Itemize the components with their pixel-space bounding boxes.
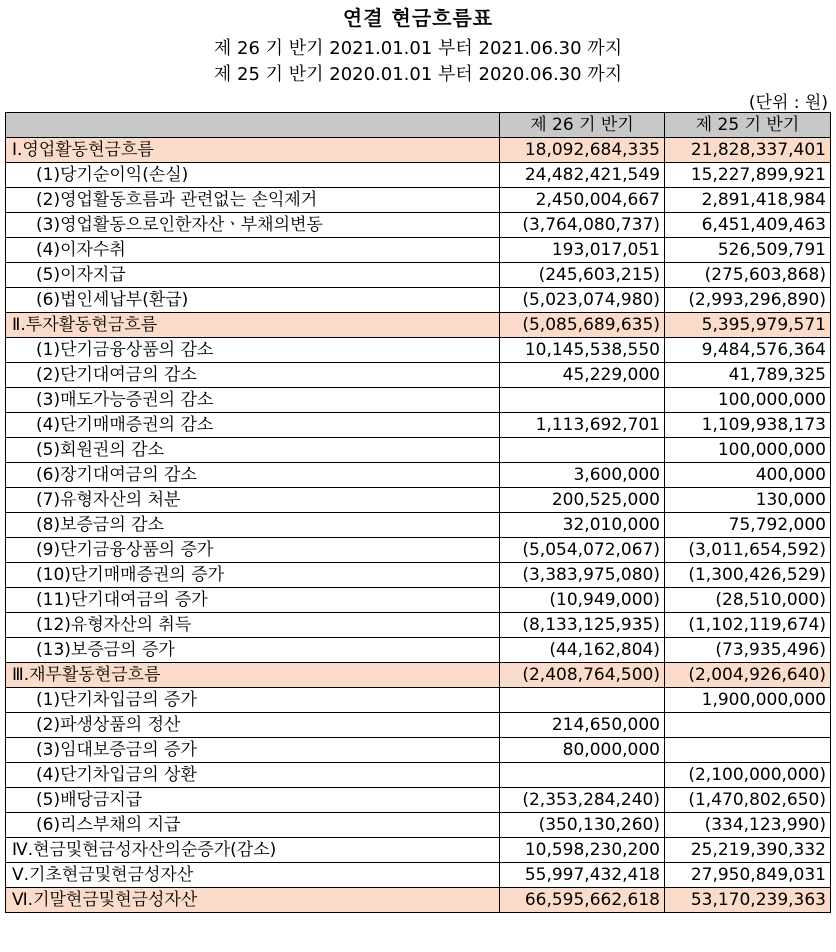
previous-period-value: 41,789,325 [665, 363, 831, 388]
table-row [6, 638, 831, 663]
table-row [6, 463, 831, 488]
current-period-value: 18,092,684,335 [500, 138, 665, 163]
previous-period-value: (275,603,868) [665, 263, 831, 288]
current-period-value: (44,162,804) [500, 638, 665, 663]
table-row [6, 738, 831, 763]
current-period-value: (5,054,072,067) [500, 538, 665, 563]
current-period-value: 66,595,662,618 [500, 888, 665, 913]
row-label: (8)보증금의 감소 [6, 513, 500, 538]
current-period-value: (8,133,125,935) [500, 613, 665, 638]
row-label: (11)단기대여금의 증가 [6, 588, 500, 613]
table-row [6, 838, 831, 863]
table-row [6, 363, 831, 388]
table-header-row [6, 113, 831, 138]
table-row [6, 413, 831, 438]
table-row [6, 538, 831, 563]
statement-title: 연결 현금흐름표 [342, 6, 494, 30]
current-period-value: (2,353,284,240) [500, 788, 665, 813]
row-label: Ⅴ.기초현금및현금성자산 [6, 863, 500, 888]
previous-period-value: 100,000,000 [665, 438, 831, 463]
current-period-value: 55,997,432,418 [500, 863, 665, 888]
previous-period-value: 100,000,000 [665, 388, 831, 413]
row-label: (7)유형자산의 처분 [6, 488, 500, 513]
row-label: (4)단기차입금의 상환 [6, 763, 500, 788]
current-period-value: (245,603,215) [500, 263, 665, 288]
row-label: Ⅳ.현금및현금성자산의순증가(감소) [6, 838, 500, 863]
table-row [6, 813, 831, 838]
row-label: (1)단기금융상품의 감소 [6, 338, 500, 363]
previous-period-value: 27,950,849,031 [665, 863, 831, 888]
row-label: (3)매도가능증권의 감소 [6, 388, 500, 413]
current-period-value: 45,229,000 [500, 363, 665, 388]
previous-period-value: 25,219,390,332 [665, 838, 831, 863]
table-row [6, 688, 831, 713]
previous-period-value [665, 713, 831, 738]
row-label: (10)단기매매증권의 증가 [6, 563, 500, 588]
current-period-value: 193,017,051 [500, 238, 665, 263]
previous-period-value: (1,102,119,674) [665, 613, 831, 638]
current-period-value: (10,949,000) [500, 588, 665, 613]
current-period-value [500, 763, 665, 788]
row-label: (1)단기차입금의 증가 [6, 688, 500, 713]
current-period-value [500, 688, 665, 713]
row-label: (13)보증금의 증가 [6, 638, 500, 663]
previous-period-value: 21,828,337,401 [665, 138, 831, 163]
table-row [6, 788, 831, 813]
previous-period-value: 400,000 [665, 463, 831, 488]
previous-period-value: 526,509,791 [665, 238, 831, 263]
previous-period-value: 75,792,000 [665, 513, 831, 538]
table-row [6, 863, 831, 888]
current-period-value [500, 438, 665, 463]
table-row [6, 288, 831, 313]
row-label: Ⅲ.재무활동현금흐름 [6, 663, 500, 688]
table-row [6, 713, 831, 738]
current-period-value: (5,085,689,635) [500, 313, 665, 338]
previous-period-value: (3,011,654,592) [665, 538, 831, 563]
table-row [6, 188, 831, 213]
table-row [6, 263, 831, 288]
row-label: (4)이자수취 [6, 238, 500, 263]
header-current-period: 제 26 기 반기 [500, 113, 665, 138]
row-label: (12)유형자산의 취득 [6, 613, 500, 638]
previous-period-value: (334,123,990) [665, 813, 831, 838]
row-label: (3)임대보증금의 증가 [6, 738, 500, 763]
table-row [6, 138, 831, 163]
row-label: (2)단기대여금의 감소 [6, 363, 500, 388]
previous-period-value: (1,300,426,529) [665, 563, 831, 588]
previous-period-value: 5,395,979,571 [665, 313, 831, 338]
row-label: (5)배당금지급 [6, 788, 500, 813]
previous-period-value: 53,170,239,363 [665, 888, 831, 913]
current-period-value: (5,023,074,980) [500, 288, 665, 313]
row-label: (4)단기매매증권의 감소 [6, 413, 500, 438]
table-row [6, 488, 831, 513]
table-row [6, 338, 831, 363]
previous-period-value: 9,484,576,364 [665, 338, 831, 363]
row-label: Ⅵ.기말현금및현금성자산 [6, 888, 500, 913]
row-label: (9)단기금융상품의 증가 [6, 538, 500, 563]
table-row [6, 613, 831, 638]
current-period-value: (3,764,080,737) [500, 213, 665, 238]
previous-period-value: (1,470,802,650) [665, 788, 831, 813]
table-row [6, 213, 831, 238]
row-label: (6)법인세납부(환급) [6, 288, 500, 313]
row-label: (2)파생상품의 정산 [6, 713, 500, 738]
current-period-value: (2,408,764,500) [500, 663, 665, 688]
table-row [6, 238, 831, 263]
previous-period-value: (2,993,296,890) [665, 288, 831, 313]
period-current: 제 26 기 반기 2021.01.01 부터 2021.06.30 까지 [213, 38, 623, 59]
current-period-value: 24,482,421,549 [500, 163, 665, 188]
row-label: (1)당기순이익(손실) [6, 163, 500, 188]
row-label: Ⅱ.투자활동현금흐름 [6, 313, 500, 338]
row-label: Ⅰ.영업활동현금흐름 [6, 138, 500, 163]
period-previous: 제 25 기 반기 2020.01.01 부터 2020.06.30 까지 [213, 64, 623, 85]
current-period-value: 200,525,000 [500, 488, 665, 513]
table-row [6, 663, 831, 688]
current-period-value: 214,650,000 [500, 713, 665, 738]
unit-label: (단위 : 원) [748, 93, 828, 113]
current-period-value: 80,000,000 [500, 738, 665, 763]
row-label: (5)이자지급 [6, 263, 500, 288]
previous-period-value: 2,891,418,984 [665, 188, 831, 213]
row-label: (5)회원권의 감소 [6, 438, 500, 463]
previous-period-value: 130,000 [665, 488, 831, 513]
previous-period-value: (2,004,926,640) [665, 663, 831, 688]
current-period-value: 10,598,230,200 [500, 838, 665, 863]
current-period-value: (350,130,260) [500, 813, 665, 838]
previous-period-value [665, 738, 831, 763]
previous-period-value: (28,510,000) [665, 588, 831, 613]
table-row [6, 588, 831, 613]
previous-period-value: 15,227,899,921 [665, 163, 831, 188]
row-label: (6)장기대여금의 감소 [6, 463, 500, 488]
current-period-value [500, 388, 665, 413]
row-label: (6)리스부채의 지급 [6, 813, 500, 838]
current-period-value: 3,600,000 [500, 463, 665, 488]
table-row [6, 163, 831, 188]
table-row [6, 888, 831, 913]
table-row [6, 763, 831, 788]
table-row [6, 563, 831, 588]
table-row [6, 388, 831, 413]
header-previous-period: 제 25 기 반기 [665, 113, 831, 138]
cash-flow-table [5, 112, 831, 913]
previous-period-value: 1,900,000,000 [665, 688, 831, 713]
row-label: (3)영업활동으로인한자산ㆍ부채의변동 [6, 213, 500, 238]
current-period-value: (3,383,975,080) [500, 563, 665, 588]
current-period-value: 1,113,692,701 [500, 413, 665, 438]
current-period-value: 32,010,000 [500, 513, 665, 538]
table-row [6, 438, 831, 463]
header-label-column [6, 113, 500, 138]
previous-period-value: 6,451,409,463 [665, 213, 831, 238]
row-label: (2)영업활동흐름과 관련없는 손익제거 [6, 188, 500, 213]
previous-period-value: 1,109,938,173 [665, 413, 831, 438]
current-period-value: 10,145,538,550 [500, 338, 665, 363]
previous-period-value: (73,935,496) [665, 638, 831, 663]
previous-period-value: (2,100,000,000) [665, 763, 831, 788]
table-row [6, 513, 831, 538]
current-period-value: 2,450,004,667 [500, 188, 665, 213]
table-row [6, 313, 831, 338]
